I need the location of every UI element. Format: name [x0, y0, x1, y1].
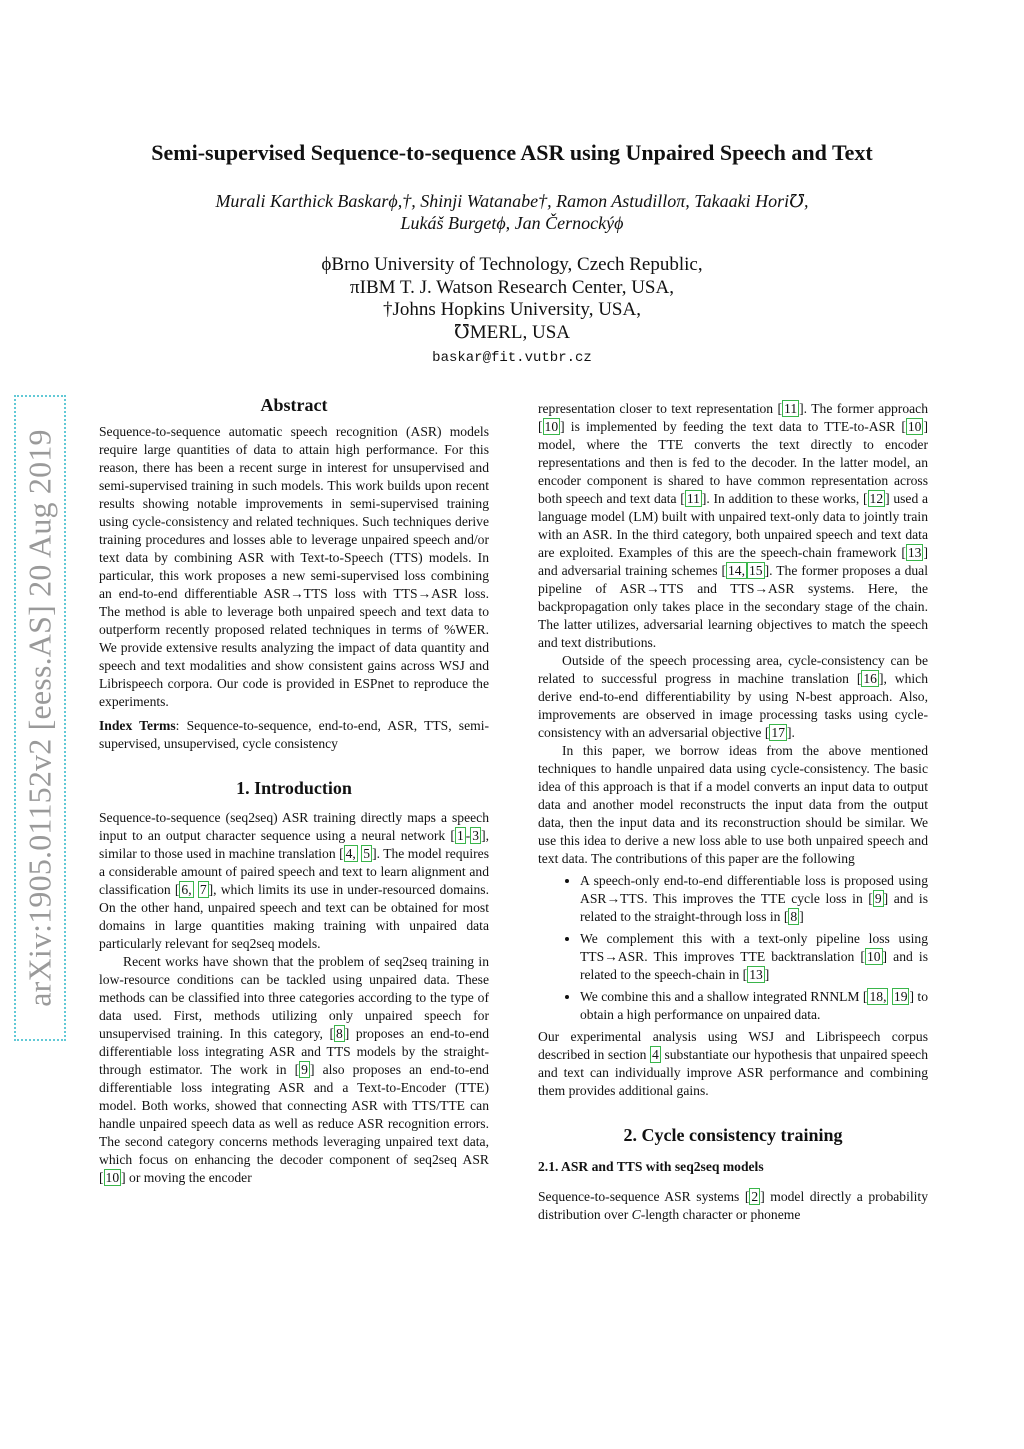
text-run: Our experimental analysis using WSJ and Librispeech corpus described in section	[538, 1029, 928, 1062]
arxiv-stamp-box[interactable]	[14, 395, 66, 1041]
text-run: ] is implemented by feeding the text data to TTE-to-ASR [	[560, 419, 906, 434]
text-run: Outside of the speech processing area, cycle-consistency can be related to successful progress in machine translation [	[538, 653, 928, 686]
affiliation-ibm: πIBM T. J. Watson Research Center, USA,	[350, 276, 674, 298]
citation-link[interactable]: 9	[874, 891, 882, 906]
text-run: ]	[799, 909, 804, 924]
intro-paragraph-2	[99, 953, 489, 1187]
text-run: -length character or phoneme	[640, 1207, 801, 1222]
author-list	[0, 190, 1024, 234]
citation-link[interactable]: 8	[790, 909, 798, 924]
intro-heading: 1. Introduction	[236, 778, 352, 798]
right-paragraph-2	[538, 652, 928, 742]
right-paragraph-3: In this paper, we borrow ideas from the above mentioned techniques to handle unpaired data using cycle-consistency. The basic idea of this approach is that if a model converts an input data to output data and another model reconstructs the input data from the output data, then the input data and its reconstruction should be similar. We use this idea to derive a new loss able to use both unpaired speech and text data. The contributions of this paper are the following	[538, 743, 928, 866]
affiliations	[0, 254, 1024, 344]
list-item	[580, 988, 928, 1024]
citation-link[interactable]: 17	[771, 725, 785, 740]
citation-link[interactable]: 8	[335, 1026, 343, 1041]
affiliation-jhu: †Johns Hopkins University, USA,	[383, 299, 641, 320]
citation-link[interactable]: 13	[749, 967, 763, 982]
text-run: We complement this with a text-only pipeline loss using TTS→ASR. This improves TTE backtranslation [	[580, 931, 928, 964]
citation-link[interactable]: 14,	[727, 563, 745, 578]
index-terms-text: : Sequence-to-sequence, end-to-end, ASR, TTS, semi-supervised, unsupervised, cycle consistency	[99, 718, 489, 751]
right-paragraph-1	[538, 400, 928, 652]
authors-line-1: Murali Karthick Baskarϕ,†, Shinji Watanabe†, Ramon Astudilloπ, Takaaki Hori℧,	[215, 191, 809, 211]
citation-link[interactable]: 10	[866, 949, 881, 964]
text-run: Recent works have shown that the problem of seq2seq training in low-resource conditions can be tackled using unpaired data. These methods can be classified into three categories according to the type of data used. First, methods utilizing only unpaired speech for unsupervised training. In this category, [	[99, 954, 489, 1041]
affiliation-brno: ϕBrno University of Technology, Czech Republic,	[321, 254, 703, 275]
contributions-list	[538, 872, 928, 1024]
citation-link[interactable]: 10	[907, 419, 922, 434]
text-run: ] and is related to the speech-chain in [	[580, 949, 928, 982]
text-run: ] proposes an end-to-end differentiable loss integrating ASR and TTS models by the straight-through estimator. The work in [	[99, 1026, 489, 1077]
text-run: ], similar to those used in machine translation [	[99, 828, 489, 861]
citation-link[interactable]: 11	[784, 401, 798, 416]
text-run: ] used a language model (LM) built with unpaired text-only data to jointly train with an ASR. In the third category, both unpaired speech and text data are exploited. Examples of this are the speech-chain framework [	[538, 491, 928, 560]
text-run: ] also proposes an end-to-end differentiable loss integrating ASR and a Text-to-Encoder (TTE) model. Both works, showed that connecting ASR with TTS/TTE can handle unpaired speech data as well as reduce ASR recognition errors. The second category concerns methods leveraging unpaired text data, which focus on enhancing the decoder component of seq2seq ASR [	[99, 1062, 489, 1185]
text-run: ]	[764, 967, 770, 982]
citation-link[interactable]: 18,	[869, 989, 887, 1004]
citation-link[interactable]: 2	[751, 1189, 759, 1204]
text-run: ], which derive end-to-end differentiability by using N-best approach. Also, improvements are observed in image processing tasks using cycle-consistency with an adversarial objective [	[538, 671, 929, 740]
math-symbol: C	[631, 1207, 641, 1222]
left-column	[99, 396, 489, 1187]
citation-link[interactable]: 13	[907, 545, 922, 560]
abstract-text: Sequence-to-sequence automatic speech recognition (ASR) models require large quantities of data to attain high performance. For this reason, there has been a recent surge in interest for unsupervised and semi-supervised training in such models. This work builds upon recent results showing notable improvements in semi-supervised training using cycle-consistency and related techniques. Such techniques derive training procedures and losses able to leverage unpaired speech and/or text data by combining ASR with Text-to-Speech (TTS) models. In particular, this work proposes a new semi-supervised loss combining an end-to-end differentiable ASR→TTS loss with TTS→ASR loss. The method is able to leverage both unpaired speech and text data to outperform recently proposed related techniques in terms of %WER. We provide extensive results analyzing the impact of data quantity and speech and text modalities and show consistent gains across WSJ and Librispeech corpora. Our code is provided in ESPnet to reproduce the experiments.	[99, 424, 489, 709]
text-run: ] model, where the TTE converts the text directly to encoder representations and then is fed to the decoder. In the latter model, an encoder component is shared to have common representation across both speech and text data [	[538, 419, 928, 506]
index-terms-label: Index Terms	[99, 718, 176, 733]
text-run: ] or moving the encoder	[121, 1170, 252, 1185]
text-run: ].	[786, 725, 795, 740]
citation-link[interactable]: 10	[544, 419, 559, 434]
text-run: -	[465, 828, 471, 843]
citation-link[interactable]: 5	[363, 846, 371, 861]
index-terms	[99, 717, 489, 753]
citation-link[interactable]: 11	[686, 491, 700, 506]
text-run: ]. In addition to these works, [	[701, 491, 868, 506]
text-run: ]. The former approach [	[538, 401, 928, 434]
citation-link[interactable]: 7	[199, 882, 207, 897]
right-paragraph-4	[538, 1028, 928, 1100]
contact-email[interactable]: baskar@fit.vutbr.cz	[432, 350, 592, 366]
text-run: A speech-only end-to-end differentiable loss is proposed using ASR→TTS. This improves the TTE cycle loss in [	[580, 873, 928, 906]
text-run: ]. The model requires a considerable amount of paired speech and text to learn alignment and classification [	[99, 846, 489, 897]
right-column	[538, 400, 928, 1224]
citation-link[interactable]: 12	[869, 491, 884, 506]
text-run: representation closer to text representation [	[538, 401, 783, 416]
citation-link[interactable]: 19	[893, 989, 908, 1004]
text-run: ] and adversarial training schemes [	[538, 545, 928, 578]
citation-link[interactable]: 4,	[345, 846, 356, 861]
citation-link[interactable]: 3	[472, 828, 480, 843]
text-run: ]. The former proposes a dual pipeline of ASR→TTS and TTS→ASR systems. Here, the backpropagation only takes place in the secondary stage of the chain. The latter utilizes, adversarial learning objectives to match the speech and text distributions.	[538, 563, 928, 650]
citation-link[interactable]: 1	[456, 828, 464, 843]
right-paragraph-5	[538, 1188, 928, 1224]
text-run: Sequence-to-sequence (seq2seq) ASR training directly maps a speech input to an output character sequence using a neural network [	[99, 810, 489, 843]
arxiv-stamp[interactable]: arXiv:1905.01152v2 [eess.AS] 20 Aug 2019	[21, 429, 58, 1007]
citation-link[interactable]: 16	[863, 671, 877, 686]
authors-line-2: Lukáš Burgetϕ, Jan Černockýϕ	[400, 213, 624, 233]
citation-link[interactable]: 9	[301, 1062, 308, 1077]
subsection-2-1-heading: 2.1. ASR and TTS with seq2seq models	[538, 1159, 764, 1174]
section-link[interactable]: 4	[652, 1047, 659, 1062]
intro-paragraph-1	[99, 809, 489, 953]
citation-link[interactable]: 6,	[181, 882, 192, 897]
section-2-heading: 2. Cycle consistency training	[623, 1125, 843, 1145]
citation-link[interactable]: 15	[748, 563, 763, 578]
affiliation-merl: ℧MERL, USA	[453, 321, 571, 343]
text-run: ] to obtain a high performance on unpaired data.	[580, 989, 929, 1022]
text-run: Sequence-to-sequence ASR systems [	[538, 1189, 750, 1204]
text-run: ] model directly a probability distribution over	[538, 1189, 928, 1222]
text-run: ] and is related to the straight-through loss in [	[580, 891, 928, 924]
list-item	[580, 930, 928, 984]
paper-title: Semi-supervised Sequence-to-sequence ASR using Unpaired Speech and Text	[151, 140, 873, 165]
text-run: We combine this and a shallow integrated RNNLM [	[580, 989, 868, 1004]
text-run: ], which limits its use in under-resourced domains. On the other hand, unpaired speech and text can be obtained for most domains in large quantities making training with unpaired data particularly relevant for seq2seq models.	[99, 882, 489, 951]
list-item	[580, 872, 928, 926]
text-run: substantiate our hypothesis that unpaired speech and text can individually improve ASR performance and combining them provides additional gains.	[538, 1047, 928, 1098]
citation-link[interactable]: 10	[105, 1170, 120, 1185]
abstract-heading: Abstract	[260, 395, 328, 415]
